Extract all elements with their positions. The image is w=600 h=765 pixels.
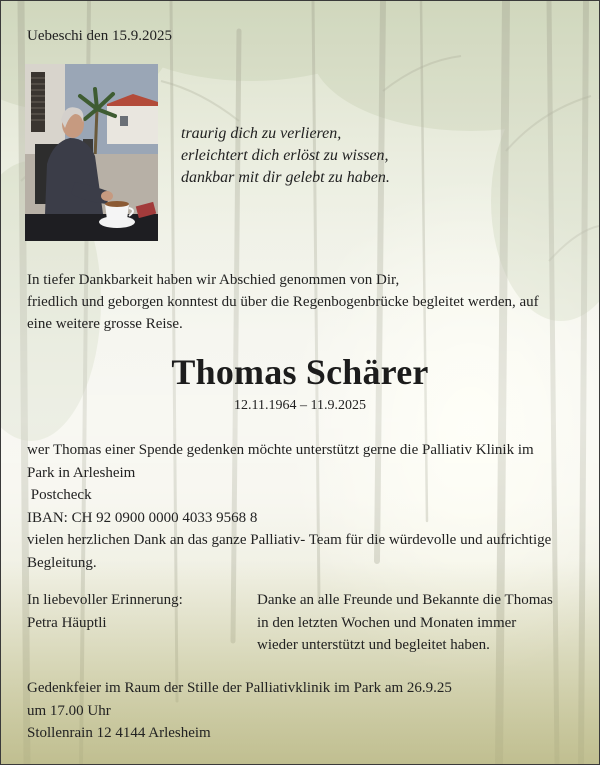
intro-line: friedlich und geborgen konntest du über die Regenbogenbrücke begleitet werden, auf bbox=[27, 294, 539, 310]
donation-line: wer Thomas einer Spende gedenken möchte unterstützt gerne die Palliativ Klinik im bbox=[27, 442, 534, 458]
ceremony-time: um 17.00 Uhr bbox=[27, 702, 111, 719]
donation-line: Postcheck bbox=[27, 487, 92, 503]
memory-heading: In liebevoller Erinnerung: bbox=[27, 592, 183, 608]
iban-line: IBAN: CH 92 0900 0000 4033 9568 8 bbox=[27, 509, 258, 526]
intro-line: eine weitere grosse Reise. bbox=[27, 316, 183, 332]
deceased-name: Thomas Schärer bbox=[171, 352, 429, 392]
poem-line: dankbar mit dir gelebt zu haben. bbox=[181, 169, 390, 186]
portrait-photo bbox=[25, 64, 158, 241]
donation-line: Park in Arlesheim bbox=[27, 464, 136, 481]
life-dates: 12.11.1964 – 11.9.2025 bbox=[234, 398, 366, 413]
thanks-line: wieder unterstützt und begleitet haben. bbox=[257, 637, 490, 653]
ceremony-line: Gedenkfeier im Raum der Stille der Palliativklinik im Park am 26.9.25 bbox=[27, 680, 452, 696]
thanks-text bbox=[257, 589, 553, 657]
thanks-line: in den letzten Wochen und Monaten immer bbox=[257, 614, 517, 631]
ceremony-info bbox=[27, 677, 452, 745]
poem-line: traurig dich zu verlieren, bbox=[181, 125, 342, 142]
signatory-name: Petra Häuptli bbox=[27, 614, 107, 631]
intro-text bbox=[27, 269, 587, 335]
memory-signature bbox=[27, 589, 183, 634]
place-date: Uebeschi den 15.9.2025 bbox=[27, 28, 172, 44]
portrait-illustration bbox=[25, 64, 158, 241]
donation-line: vielen herzlichen Dank an das ganze Palliativ- Team für die würdevolle und aufrichtige bbox=[27, 532, 552, 548]
intro-line: In tiefer Dankbarkeit haben wir Abschied genommen von Dir, bbox=[27, 272, 400, 288]
donation-line: Begleitung. bbox=[27, 554, 97, 571]
ceremony-address: Stollenrain 12 4144 Arlesheim bbox=[27, 725, 211, 741]
poem-line: erleichtert dich erlöst zu wissen, bbox=[181, 147, 389, 164]
thanks-line: Danke an alle Freunde und Bekannte die Thomas bbox=[257, 592, 553, 608]
donation-text bbox=[27, 439, 587, 574]
poem bbox=[181, 123, 390, 189]
content-layer bbox=[1, 1, 599, 764]
